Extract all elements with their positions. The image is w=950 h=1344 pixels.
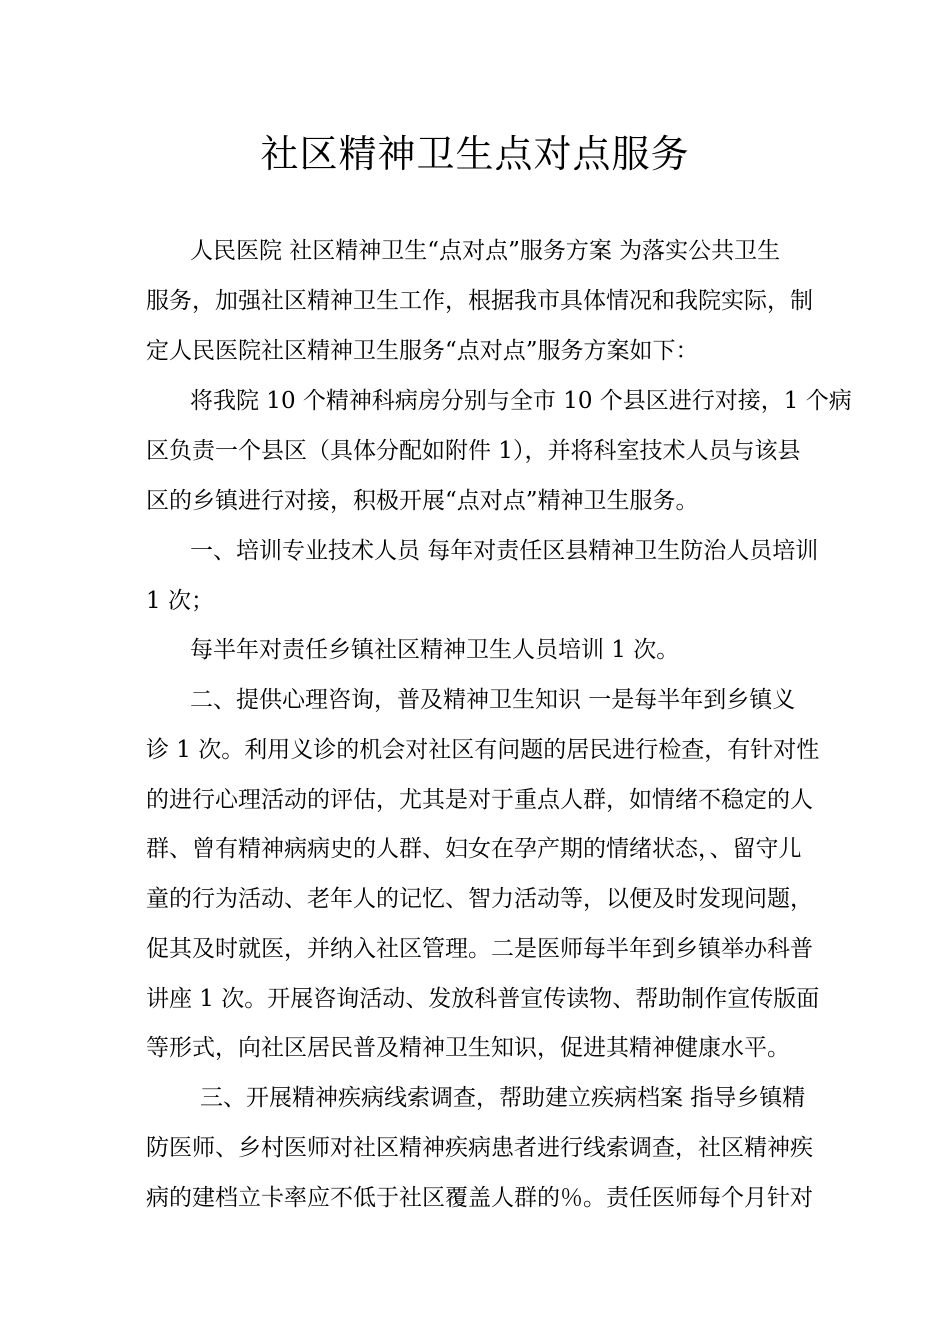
paragraph-line: 区的乡镇进行对接，积极开展“点对点”精神卫生服务。: [146, 488, 699, 514]
paragraph-line: 服务，加强社区精神卫生工作，根据我市具体情况和我院实际，制: [146, 288, 813, 314]
paragraph-line: 童的行为活动、老年人的记忆、智力活动等，以便及时发现问题，: [146, 886, 813, 912]
paragraph-line: 三、开展精神疾病线索调查，帮助建立疾病档案 指导乡镇精: [200, 1085, 806, 1111]
paragraph-line: 防医师、乡村医师对社区精神疾病患者进行线索调查，社区精神疾: [146, 1135, 813, 1161]
paragraph-line: 一、培训专业技术人员 每年对责任区县精神卫生防治人员培训: [190, 538, 819, 564]
paragraph-line: 1 次；: [146, 588, 214, 614]
paragraph-line: 二、提供心理咨询，普及精神卫生知识 一是每半年到乡镇义: [190, 687, 796, 713]
paragraph-line: 人民医院 社区精神卫生“点对点”服务方案 为落实公共卫生: [190, 238, 781, 264]
paragraph-line: 区负责一个县区（具体分配如附件 1），并将科室技术人员与该县: [146, 438, 801, 464]
paragraph-line: 诊 1 次。利用义诊的机会对社区有问题的居民进行检查，有针对性: [146, 737, 820, 763]
paragraph-line: 的进行心理活动的评估，尤其是对于重点人群，如情绪不稳定的人: [146, 787, 813, 813]
paragraph-line: 定人民医院社区精神卫生服务“点对点”服务方案如下：: [146, 338, 699, 364]
paragraph-line: 将我院 10 个精神科病房分别与全市 10 个县区进行对接，1 个病: [190, 388, 852, 414]
paragraph-line: 等形式，向社区居民普及精神卫生知识，促进其精神健康水平。: [146, 1035, 790, 1061]
paragraph-line: 病的建档立卡率应不低于社区覆盖人群的％。责任医师每个月针对: [146, 1185, 813, 1211]
paragraph-line: 促其及时就医，并纳入社区管理。二是医师每半年到乡镇举办科普: [146, 936, 813, 962]
document-title: 社区精神卫生点对点服务: [260, 132, 690, 176]
paragraph-line: 群、曾有精神病病史的人群、妇女在孕产期的情绪状态，、留守儿: [146, 836, 802, 862]
paragraph-line: 讲座 1 次。开展咨询活动、发放科普宣传读物、帮助制作宣传版面: [146, 986, 820, 1012]
paragraph-line: 每半年对责任乡镇社区精神卫生人员培训 1 次。: [190, 637, 680, 663]
